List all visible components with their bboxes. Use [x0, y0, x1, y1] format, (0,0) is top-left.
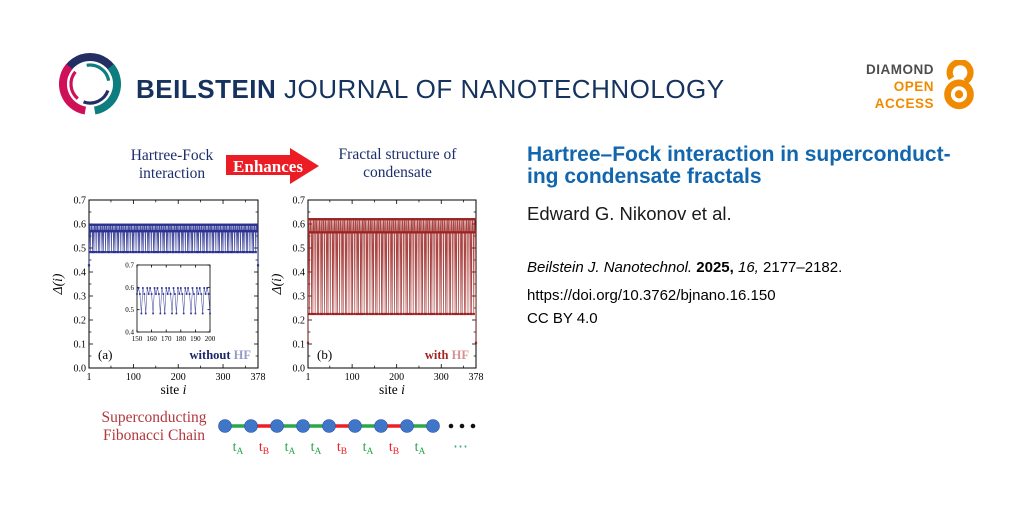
svg-text:0.3: 0.3: [292, 291, 305, 303]
badge-open-label: OPEN: [893, 78, 934, 94]
svg-text:0.7: 0.7: [292, 195, 305, 207]
svg-text:378: 378: [250, 372, 266, 383]
citation-year: 2025,: [696, 259, 734, 276]
chain-node: [323, 420, 336, 433]
bond-label-tB: $t_B$: [258, 440, 270, 457]
chain-node: [219, 420, 232, 433]
superconducting-label: Superconducting: [101, 409, 207, 426]
citation-pages: 2177–2182.: [763, 259, 843, 276]
svg-text:0.2: 0.2: [292, 315, 305, 327]
open-access-badge: [866, 60, 978, 112]
chain-node: [349, 420, 362, 433]
svg-text:190: 190: [190, 335, 201, 343]
bond-label-tB: $t_B$: [336, 440, 348, 457]
article-doi-link[interactable]: https://doi.org/10.3762/bjnano.16.150: [527, 287, 776, 304]
svg-text:(b): (b): [317, 347, 333, 362]
chain-node: [427, 420, 440, 433]
brand-rest: JOURNAL OF NANOTECHNOLOGY: [276, 74, 725, 104]
svg-text:without HF: without HF: [189, 348, 251, 362]
brand-bold: BEILSTEIN: [136, 74, 277, 104]
article-title-line2: ing condensate fractals: [527, 165, 762, 188]
bond-label-tA: $t_A$: [362, 440, 374, 457]
beilstein-logo-icon: [57, 51, 123, 117]
svg-text:1: 1: [86, 372, 92, 383]
svg-text:180: 180: [175, 335, 187, 343]
svg-text:200: 200: [170, 372, 186, 383]
article-citation: [527, 259, 997, 276]
svg-text:170: 170: [160, 335, 172, 343]
svg-text:0.3: 0.3: [73, 291, 86, 303]
svg-text:0.1: 0.1: [73, 339, 86, 351]
svg-text:0.6: 0.6: [292, 219, 305, 231]
svg-text:with HF: with HF: [424, 348, 469, 362]
svg-text:0.2: 0.2: [73, 315, 86, 327]
chain-node: [375, 420, 388, 433]
svg-text:(a): (a): [98, 347, 113, 362]
svg-text:0.0: 0.0: [73, 363, 86, 375]
chain-continuation-dots: [460, 424, 465, 429]
panel-a: [50, 196, 266, 397]
svg-text:0.7: 0.7: [125, 261, 134, 270]
svg-text:0.0: 0.0: [292, 363, 305, 375]
svg-text:0.6: 0.6: [73, 219, 86, 231]
chain-continuation-dots: [471, 424, 476, 429]
svg-text:0.7: 0.7: [73, 195, 86, 207]
svg-text:0.1: 0.1: [292, 339, 305, 351]
hartree-fock-label: Hartree-Fock: [130, 147, 214, 164]
article-info: [527, 144, 997, 327]
svg-text:0.5: 0.5: [73, 243, 86, 255]
svg-text:160: 160: [146, 335, 157, 343]
svg-text:0.4: 0.4: [125, 328, 134, 337]
svg-text:300: 300: [433, 372, 449, 383]
condensate-label: condensate: [363, 163, 432, 181]
journal-wordmark: [136, 74, 725, 105]
badge-access-label: ACCESS: [874, 95, 934, 111]
svg-text:100: 100: [344, 372, 360, 383]
svg-text:0.5: 0.5: [292, 243, 305, 255]
bond-label-tA: $t_A$: [310, 440, 322, 457]
open-access-lock-icon: [940, 60, 978, 112]
article-title-link[interactable]: [527, 144, 997, 188]
fibonacci-chain-text: Fibonacci Chain: [102, 427, 206, 444]
article-license: CC BY 4.0: [527, 310, 598, 327]
svg-text:150: 150: [131, 335, 143, 343]
fractal-structure-label: Fractal structure of: [338, 146, 457, 163]
fibonacci-chain-diagram: [213, 404, 513, 462]
bond-label-tB: $t_B$: [388, 440, 400, 457]
svg-text:site i: site i: [160, 382, 187, 397]
chain-node: [401, 420, 414, 433]
svg-text:200: 200: [204, 335, 216, 343]
svg-text:Δ(i): Δ(i): [50, 273, 65, 295]
citation-volume: 16,: [738, 259, 759, 276]
chain-node: [245, 420, 258, 433]
bond-label-tA: $t_A$: [284, 440, 296, 457]
bond-label-ellipsis: ⋯: [453, 439, 468, 455]
citation-journal: Beilstein J. Nanotechnol.: [527, 259, 693, 276]
svg-text:Δ(i): Δ(i): [269, 273, 284, 295]
svg-text:0.4: 0.4: [73, 267, 86, 279]
svg-text:0.6: 0.6: [125, 283, 134, 292]
panel-a-inset: [125, 262, 216, 343]
fibonacci-chain-label: [93, 409, 215, 445]
svg-text:378: 378: [468, 372, 484, 383]
svg-text:site i: site i: [379, 382, 405, 397]
badge-diamond-label: DIAMOND: [866, 61, 934, 77]
bond-label-tA: $t_A$: [414, 440, 426, 457]
chain-node: [271, 420, 284, 433]
bond-label-tA: $t_A$: [232, 440, 244, 457]
interaction-label: interaction: [138, 164, 206, 182]
chain-node: [297, 420, 310, 433]
svg-text:200: 200: [389, 372, 405, 383]
panel-b: [269, 196, 484, 397]
article-authors: Edward G. Nikonov et al.: [527, 203, 732, 224]
svg-text:0.5: 0.5: [125, 306, 134, 315]
article-title-line1: Hartree–Fock interaction in superconduct-: [527, 143, 951, 166]
svg-text:0.4: 0.4: [292, 267, 305, 279]
svg-text:100: 100: [125, 372, 141, 383]
svg-text:300: 300: [215, 372, 231, 383]
delta-vs-site-plots: [30, 135, 510, 410]
chain-continuation-dots: [449, 424, 454, 429]
enhances-arrow-label: Enhances: [233, 157, 303, 176]
svg-text:1: 1: [305, 372, 311, 383]
